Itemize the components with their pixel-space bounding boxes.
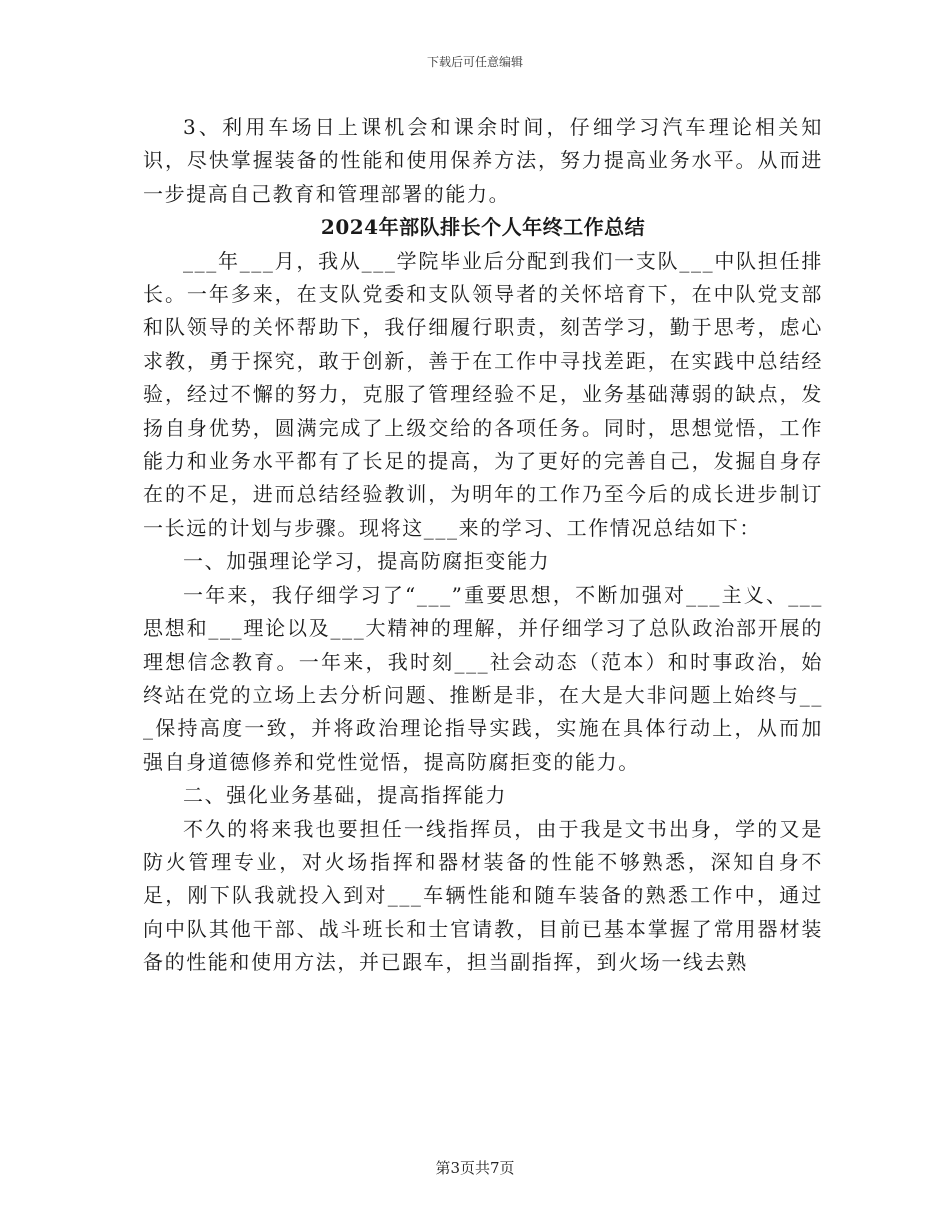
document-body — [143, 111, 823, 980]
body-paragraph: 一年来，我仔细学习了“___”重要思想，不断加强对___主义、___思想和___理论以及___大精神的理解，并仔细学习了总队政治部开展的理想信念教育。一年来，我时刻___社会动态（范本）和时事政治，始终站在党的立场上去分析问题、推断是非，在大是大非问题上始终与___保持高度一致，并将政治理论指导实践，实施在具体行动上，从而加强自身道德修养和党性觉悟，提高防腐拒变的能力。 — [143, 582, 823, 774]
body-paragraph: 不久的将来我也要担任一线指挥员，由于我是文书出身，学的又是防火管理专业，对火场指挥和器材装备的性能不够熟悉，深知自身不足，刚下队我就投入到对___车辆性能和随车装备的熟悉工作中，通过向中队其他干部、战斗班长和士官请教，目前已基本掌握了常用器材装备的性能和使用方法，并已跟车，担当副指挥，到火场一线去熟 — [143, 816, 823, 975]
page-number: 第3页共7页 — [435, 1159, 515, 1177]
section-heading-theory: 一、加强理论学习，提高防腐拒变能力 — [183, 549, 551, 574]
document-title: 2024年部队排长个人年终工作总结 — [320, 215, 646, 240]
intro-paragraph: 3、利用车场日上课机会和课余时间，仔细学习汽车理论相关知识，尽快掌握装备的性能和使用保养方法，努力提高业务水平。从而进一步提高自己教育和管理部署的能力。 — [143, 115, 823, 206]
body-paragraph: ___年___月，我从___学院毕业后分配到我们一支队___中队担任排长。一年多来，在支队党委和支队领导者的关怀培育下，在中队党支部和队领导的关怀帮助下，我仔细履行职责，刻苦学习，勤于思考，虑心求教，勇于探究，敢于创新，善于在工作中寻找差距，在实践中总结经验，经过不懈的努力，克服了管理经验不足，业务基础薄弱的缺点，发扬自身优势，圆满完成了上级交给的各项任务。同时，思想觉悟，工作能力和业务水平都有了长足的提高，为了更好的完善自己，发掘自身存在的不足，进而总结经验教训，为明年的工作乃至今后的成长进步制订一长远的计划与步骤。现将这___来的学习、工作情况总结如下： — [143, 248, 823, 540]
section-heading-business: 二、强化业务基础，提高指挥能力 — [183, 783, 507, 808]
page-header-note: 下载后可任意编辑 — [426, 55, 523, 69]
